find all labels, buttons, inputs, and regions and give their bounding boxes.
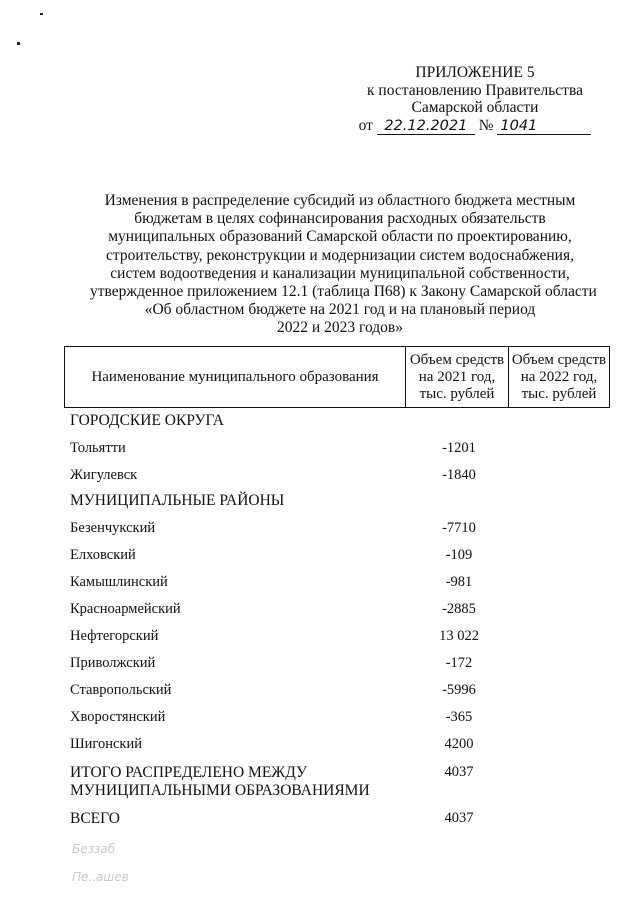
row-name: Камышлинский — [70, 574, 168, 590]
header-2022-line: Объем средств — [511, 351, 607, 368]
appendix-date-number — [330, 117, 620, 135]
table-header — [64, 346, 610, 408]
handwritten-number: 1041 — [497, 118, 591, 135]
title-line: «Об областном бюджете на 2021 год и на плановый период — [144, 301, 536, 319]
title-line: утвержденное приложением 12.1 (таблица П68) к Закону Самарской области — [90, 283, 597, 301]
section-label: ГОРОДСКИЕ ОКРУГА — [70, 412, 224, 429]
total-distributed-line2: МУНИЦИПАЛЬНЫМИ ОБРАЗОВАНИЯМИ — [70, 782, 370, 799]
grand-total-label: ВСЕГО — [70, 810, 120, 827]
total-distributed-line1: ИТОГО РАСПРЕДЕЛЕНО МЕЖДУ — [70, 764, 307, 781]
grand-total-value: 4037 — [444, 810, 474, 826]
scan-mark — [17, 42, 20, 45]
title-line: систем водоотведения и канализации муниципальной собственности, — [110, 264, 570, 282]
title-line: 2022 и 2023 годов» — [277, 319, 403, 337]
row-name: Тольятти — [70, 440, 126, 456]
row-name: Приволжский — [70, 655, 156, 671]
appendix-title: ПРИЛОЖЕНИЕ 5 — [415, 64, 535, 81]
header-2022-line: на 2022 год, — [520, 368, 598, 385]
title-line: муниципальных образований Самарской области по проектированию, — [108, 228, 572, 246]
row-value-2021: -172 — [445, 655, 473, 671]
title-line: бюджетам в целях софинансирования расходных обязательств — [134, 210, 546, 228]
row-value-2021: -109 — [445, 547, 473, 563]
row-name: Шигонский — [70, 736, 142, 752]
row-value-2021: -981 — [445, 574, 473, 590]
row-value-2021: -2885 — [442, 601, 476, 617]
row-value-2021: -1840 — [442, 467, 476, 483]
appendix-region: Самарской области — [411, 99, 539, 116]
date-prefix: от — [358, 116, 373, 134]
faint-bleed-text: Беззаб — [72, 842, 116, 856]
scan-mark — [40, 13, 43, 15]
column-header-name: Наименование муниципального образования — [65, 347, 406, 408]
row-value-2021: -7710 — [442, 520, 476, 536]
header-2021-line: тыс. рублей — [419, 385, 495, 402]
column-header-2022 — [509, 347, 610, 408]
row-value-2021: 13 022 — [439, 628, 479, 644]
row-name: Жигулевск — [70, 467, 138, 483]
title-line: строительству, реконструкции и модернизации систем водоснабжения, — [106, 246, 574, 264]
row-name: Безенчукский — [70, 520, 156, 536]
row-value-2021: -1201 — [442, 440, 476, 456]
total-distributed-value: 4037 — [444, 764, 474, 780]
row-name: Нефтегорский — [70, 628, 159, 644]
row-name: Красноармейский — [70, 601, 181, 617]
row-name: Ставропольский — [70, 682, 172, 698]
appendix-resolution: к постановлению Правительства — [367, 81, 583, 99]
row-value-2021: -365 — [445, 709, 473, 725]
row-name: Хворостянский — [70, 709, 166, 725]
row-value-2021: 4200 — [444, 736, 474, 752]
title-line: Изменения в распределение субсидий из областного бюджета местным — [104, 192, 576, 209]
header-2021-line: на 2021 год, — [418, 368, 496, 385]
row-name: Елховский — [70, 547, 136, 563]
handwritten-date: 22.12.2021 — [377, 118, 475, 135]
appendix-header — [330, 64, 620, 135]
header-2021-line: Объем средств — [409, 351, 505, 368]
number-prefix: № — [478, 116, 494, 134]
row-value-2021: -5996 — [442, 682, 476, 698]
header-2022-line: тыс. рублей — [521, 385, 597, 402]
section-label: МУНИЦИПАЛЬНЫЕ РАЙОНЫ — [70, 492, 285, 509]
document-title — [90, 192, 597, 338]
column-header-2021 — [406, 347, 509, 408]
total-distributed-row — [70, 764, 590, 800]
faint-bleed-text: Пе..ашев — [72, 870, 129, 884]
